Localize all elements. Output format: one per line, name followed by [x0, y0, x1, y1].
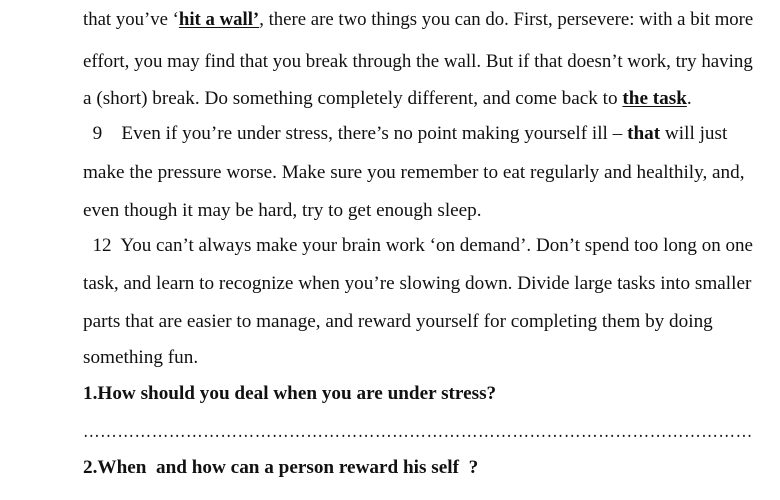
passage-line-8: task, and learn to recognize when you’re slowing down. Divide large tasks into smaller: [83, 273, 752, 294]
passage-line-9: parts that are easier to manage, and reward yourself for completing them by doing: [83, 311, 713, 332]
passage-line-4: [83, 122, 727, 146]
passage-line-7: 12 You can’t always make your brain work ‘on demand’. Don’t spend too long on one: [83, 235, 754, 256]
highlighted-phrase: hit a wall’: [178, 9, 260, 30]
highlighted-phrase: the task: [622, 88, 687, 109]
paragraph-number-text: 9 Even if you’re under stress, there’s no point making yourself ill –: [83, 123, 628, 144]
question-2: 2.When and how can a person reward his self ?: [83, 457, 479, 478]
passage-text: that you’ve ‘: [83, 9, 179, 30]
passage-text: will just: [660, 123, 728, 144]
answer-line: ………………………………………………………………………………………………………: [83, 421, 753, 442]
passage-text: a (short) break. Do something completely different, and come back to: [83, 88, 623, 109]
passage-line-5: make the pressure worse. Make sure you remember to eat regularly and healthily, and,: [83, 162, 745, 183]
passage-line-1: [83, 8, 753, 32]
passage-line-10: something fun.: [83, 347, 199, 368]
passage-line-3: [83, 87, 692, 111]
passage-text: , there are two things you can do. First, persevere: with a bit more: [259, 9, 754, 30]
passage-text: .: [686, 88, 692, 109]
bold-word: that: [627, 123, 661, 144]
passage-line-2: effort, you may find that you break through the wall. But if that doesn’t work, try having: [83, 51, 753, 72]
passage-line-6: even though it may be hard, try to get enough sleep.: [83, 200, 482, 221]
question-1: 1.How should you deal when you are under stress?: [83, 383, 497, 404]
